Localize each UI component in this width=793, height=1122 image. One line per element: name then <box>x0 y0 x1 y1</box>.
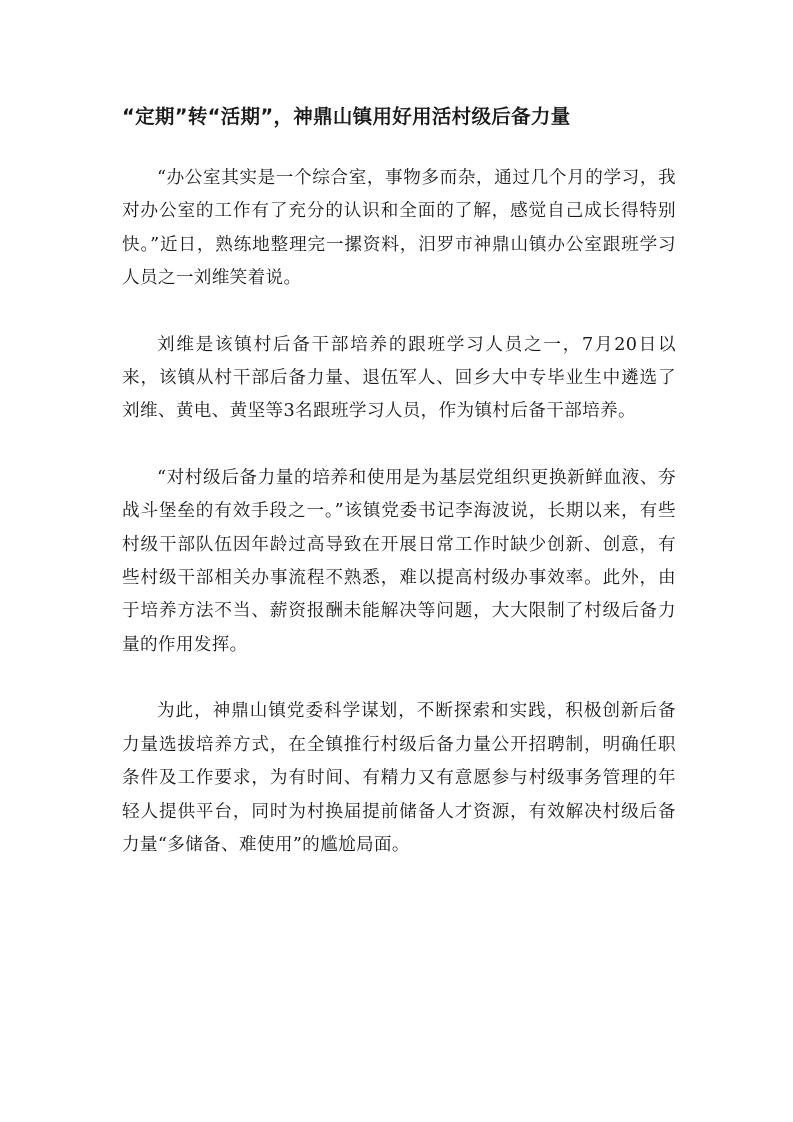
article-title: “定期”转“活期”，神鼎山镇用好用活村级后备力量 <box>122 105 571 128</box>
paragraph-3: “对村级后备力量的培养和使用是为基层党组织更换新鲜血液、夯战斗堡垒的有效手段之一。”该镇党委书记李海波说，长期以来，有些村级干部队伍因年龄过高导致在开展日常工作时缺少创新、创意，有些村级干部相关办事流程不熟悉，难以提高村级办事效率。此外，由于培养方法不当、薪资报酬未能解决等问题，大大限制了村级后备力量的作用发挥。 <box>122 467 676 655</box>
article-body <box>122 162 676 895</box>
paragraph-4: 为此，神鼎山镇党委科学谋划，不断探索和实践，积极创新后备力量选拔培养方式，在全镇推行村级后备力量公开招聘制，明确任职条件及工作要求，为有时间、有精力又有意愿参与村级事务管理的年轻人提供平台，同时为村换届提前储备人才资源，有效解决村级后备力量“多储备、难使用”的尴尬局面。 <box>122 701 676 855</box>
paragraph-2: 刘维是该镇村后备干部培养的跟班学习人员之一，7月20日以来，该镇从村干部后备力量、退伍军人、回乡大中专毕业生中遴选了刘维、黄电、黄坚等3名跟班学习人员，作为镇村后备干部培养。 <box>122 334 676 422</box>
paragraph-1: “办公室其实是一个综合室，事物多而杂，通过几个月的学习，我对办公室的工作有了充分的认识和全面的了解，感觉自己成长得特别快。”近日，熟练地整理完一摞资料，汨罗市神鼎山镇办公室跟班学习人员之一刘维笑着说。 <box>122 168 676 289</box>
